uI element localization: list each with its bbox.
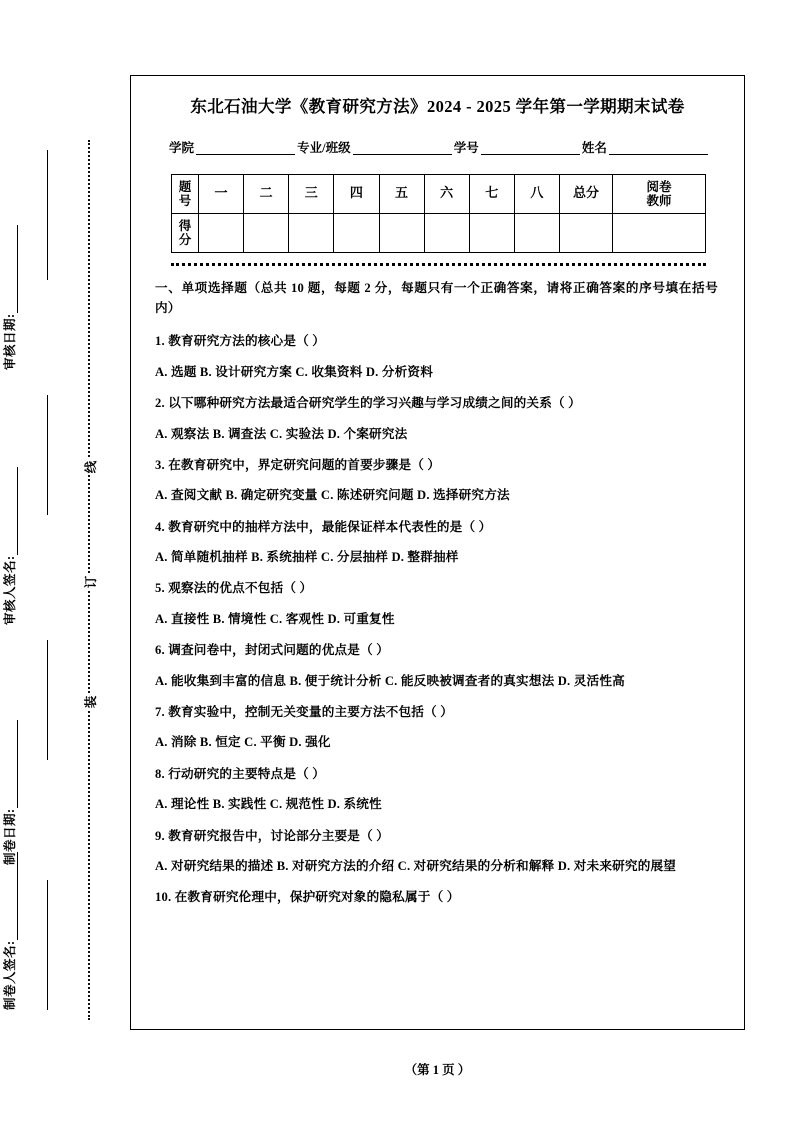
col-header-8: 八 xyxy=(514,174,559,213)
row-header-qn-line1: 题 xyxy=(178,179,192,194)
col-header-3: 三 xyxy=(289,174,334,213)
question-item-1 xyxy=(155,331,718,382)
col-header-total: 总分 xyxy=(560,174,613,213)
review-date-blank xyxy=(5,225,18,313)
question-stem-4: 4. 教育研究中的抽样方法中，最能保证样本代表性的是（ ） xyxy=(155,519,492,534)
question-item-4 xyxy=(155,517,718,568)
question-stem-9: 9. 教育研究报告中，讨论部分主要是（ ） xyxy=(155,828,390,843)
question-stem-3: 3. 在教育研究中，界定研究问题的首要步骤是（ ） xyxy=(155,457,441,472)
college-label: 学院 xyxy=(169,140,195,155)
grading-teacher-line2: 教师 xyxy=(646,193,672,208)
question-item-10 xyxy=(155,887,718,907)
major-class-label: 专业/班级 xyxy=(297,140,351,155)
grading-teacher-line1: 阅卷 xyxy=(646,179,672,194)
fold-mark-xian: 线 xyxy=(78,459,102,475)
col-header-4: 四 xyxy=(334,174,379,213)
score-cell-1[interactable] xyxy=(199,213,244,252)
question-item-5 xyxy=(155,578,718,629)
col-header-7: 七 xyxy=(469,174,514,213)
question-options-8: A. 理论性 B. 实践性 C. 规范性 D. 系统性 xyxy=(155,797,382,812)
margin-rule-1 xyxy=(47,150,48,280)
question-options-4: A. 简单随机抽样 B. 系统抽样 C. 分层抽样 D. 整群抽样 xyxy=(155,550,459,565)
question-stem-7: 7. 教育实验中，控制无关变量的主要方法不包括（ ） xyxy=(155,705,454,720)
student-name-label: 姓名 xyxy=(581,140,607,155)
binding-margin xyxy=(0,0,120,1122)
reviewer-signature-text: 审核人签名: xyxy=(3,555,17,625)
col-header-5: 五 xyxy=(379,174,424,213)
student-name-input[interactable] xyxy=(609,141,708,155)
question-item-2 xyxy=(155,393,718,444)
col-header-2: 二 xyxy=(244,174,289,213)
paper-maker-signature-text: 制卷人签名: xyxy=(3,940,17,1010)
question-stem-8: 8. 行动研究的主要特点是（ ） xyxy=(155,766,326,781)
question-stem-1: 1. 教育研究方法的核心是（ ） xyxy=(155,334,326,349)
question-item-6 xyxy=(155,640,718,691)
col-header-1: 一 xyxy=(199,174,244,213)
score-table xyxy=(171,174,706,253)
score-cell-5[interactable] xyxy=(379,213,424,252)
question-options-3: A. 查阅文献 B. 确定研究变量 C. 陈述研究问题 D. 选择研究方法 xyxy=(155,488,510,503)
fold-mark-ding: 订 xyxy=(78,574,102,590)
fold-mark-zhuang: 装 xyxy=(78,694,102,710)
row-header-qn-line2: 号 xyxy=(178,193,192,208)
score-cell-6[interactable] xyxy=(424,213,469,252)
score-cell-7[interactable] xyxy=(469,213,514,252)
margin-rule-2 xyxy=(47,395,48,515)
question-options-2: A. 观察法 B. 调查法 C. 实验法 D. 个案研究法 xyxy=(155,426,408,441)
review-date-text: 审核日期: xyxy=(3,313,17,370)
page-title: 东北石油大学《教育研究方法》2024 - 2025 学年第一学期期末试卷 xyxy=(190,97,685,116)
score-cell-4[interactable] xyxy=(334,213,379,252)
score-cell-grading-teacher[interactable] xyxy=(613,213,706,252)
score-cell-8[interactable] xyxy=(514,213,559,252)
row-header-score-line2: 分 xyxy=(178,232,192,247)
question-options-6: A. 能收集到丰富的信息 B. 便于统计分析 C. 能反映被调查者的真实想法 D. 灵活性高 xyxy=(155,673,625,688)
question-options-9: A. 对研究结果的描述 B. 对研究方法的介绍 C. 对研究结果的分析和解释 D. 对未来研究的展望 xyxy=(155,858,677,873)
score-cell-2[interactable] xyxy=(244,213,289,252)
col-header-grading-teacher xyxy=(613,174,706,213)
margin-rule-4 xyxy=(47,880,48,1010)
question-item-7 xyxy=(155,702,718,753)
student-info-row xyxy=(169,138,710,156)
paper-maker-signature-blank xyxy=(5,852,18,940)
paper-maker-signature-label xyxy=(0,710,18,1010)
question-item-8 xyxy=(155,764,718,815)
row-header-question-number xyxy=(172,174,199,213)
major-class-input[interactable] xyxy=(353,141,452,155)
question-options-1: A. 选题 B. 设计研究方案 C. 收集资料 D. 分析资料 xyxy=(155,364,434,379)
question-item-3 xyxy=(155,455,718,506)
score-cell-total[interactable] xyxy=(560,213,613,252)
row-header-score-line1: 得 xyxy=(178,218,192,233)
exam-paper-frame xyxy=(130,75,745,1030)
section-heading-single-choice: 一、单项选择题（总共 10 题，每题 2 分，每题只有一个正确答案，请将正确答案的序号填在括号内） xyxy=(155,280,718,315)
student-id-label: 学号 xyxy=(453,140,479,155)
col-header-6: 六 xyxy=(424,174,469,213)
score-table-wrapper xyxy=(171,174,706,266)
questions-body xyxy=(155,278,718,908)
row-header-score xyxy=(172,213,199,252)
table-row-question-numbers xyxy=(172,174,706,213)
page-footer: （第 1 页 ） xyxy=(404,1063,471,1077)
question-item-9 xyxy=(155,826,718,877)
table-separator-dotted-line xyxy=(171,263,706,266)
score-cell-3[interactable] xyxy=(289,213,334,252)
reviewer-signature-blank xyxy=(5,467,18,555)
margin-rule-3 xyxy=(47,640,48,760)
question-stem-5: 5. 观察法的优点不包括（ ） xyxy=(155,581,313,596)
table-row-scores xyxy=(172,213,706,252)
college-input[interactable] xyxy=(196,141,295,155)
question-options-7: A. 消除 B. 恒定 C. 平衡 D. 强化 xyxy=(155,735,331,750)
question-options-5: A. 直接性 B. 情境性 C. 客观性 D. 可重复性 xyxy=(155,611,395,626)
question-stem-6: 6. 调查问卷中，封闭式问题的优点是（ ） xyxy=(155,643,390,658)
question-stem-2: 2. 以下哪种研究方法最适合研究学生的学习兴趣与学习成绩之间的关系（ ） xyxy=(155,396,581,411)
student-id-input[interactable] xyxy=(481,141,580,155)
paper-date-text: 制卷日期: xyxy=(3,808,17,865)
question-stem-10: 10. 在教育研究伦理中，保护研究对象的隐私属于（ ） xyxy=(155,890,460,905)
